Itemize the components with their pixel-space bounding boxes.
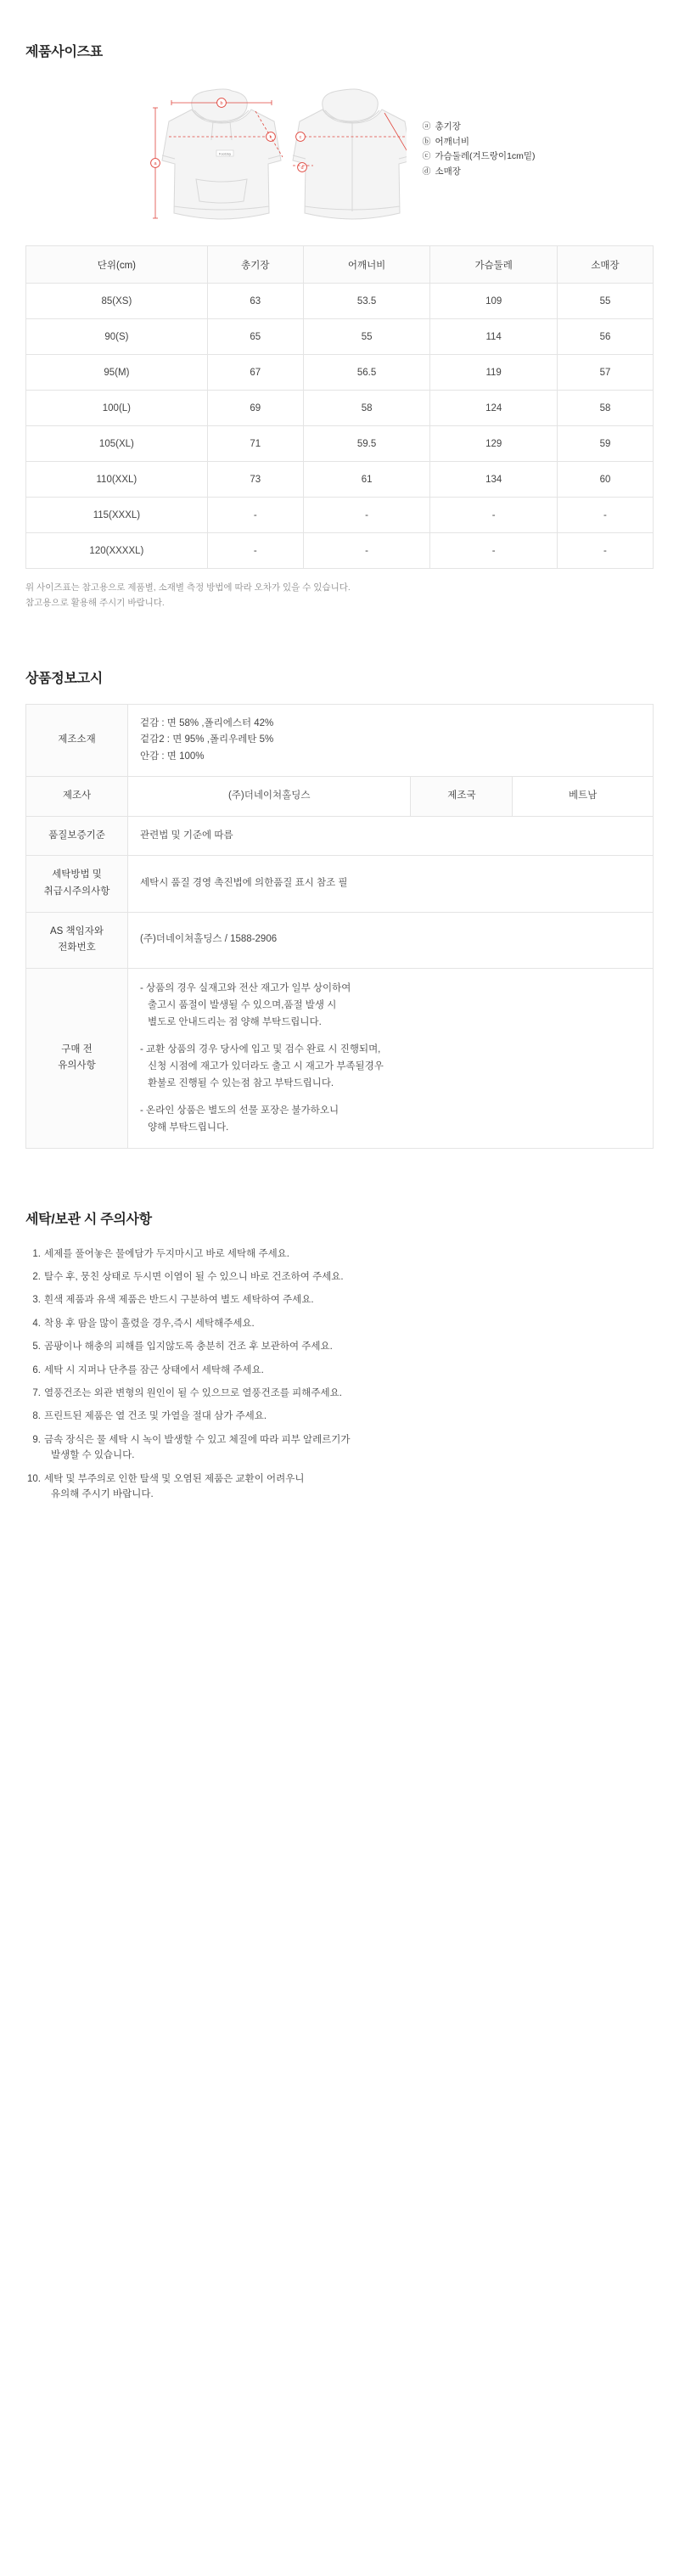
info-value-buy-notice	[128, 968, 654, 1148]
legend-label-0: 총기장	[435, 121, 461, 132]
info-label-country: 제조국	[411, 777, 513, 817]
table-row	[26, 856, 654, 912]
size-cell: 55	[303, 319, 430, 355]
table-row	[26, 462, 654, 498]
size-table-header-2: 어깨너비	[303, 246, 430, 284]
legend-mark-3: ⓓ	[422, 166, 431, 177]
size-cell: 65	[207, 319, 303, 355]
wash-item-text-0: 세제를 풀어놓은 물에담가 두지마시고 바로 세탁해 주세요.	[44, 1248, 289, 1259]
info-label-wash	[26, 856, 128, 912]
wash-item-text-8: 금속 장식은 물 세탁 시 녹이 발생할 수 있고 체질에 따라 피부 알레르기가	[44, 1434, 351, 1445]
size-note	[25, 581, 654, 611]
size-cell: 134	[430, 462, 558, 498]
size-table-header-row	[26, 246, 654, 284]
table-row	[26, 533, 654, 569]
wash-item-num-6: 7.	[32, 1387, 41, 1398]
size-cell: 110(XXL)	[26, 462, 208, 498]
size-cell: 114	[430, 319, 558, 355]
size-table	[25, 245, 654, 569]
wash-item-text-3: 착용 후 땀을 많이 흘렸을 경우,즉시 세탁해주세요.	[44, 1318, 255, 1329]
table-row	[26, 426, 654, 462]
wash-item-num-8: 9.	[32, 1434, 41, 1445]
wash-item-sub-8: 발생할 수 있습니다.	[51, 1450, 135, 1461]
size-cell: -	[430, 498, 558, 533]
list-item	[25, 1246, 654, 1262]
size-cell: 56	[557, 319, 653, 355]
wash-item-num-5: 6.	[32, 1364, 41, 1375]
size-cell: 58	[303, 391, 430, 426]
wash-item-text-1: 탈수 후, 뭉친 상태로 두시면 이염이 될 수 있으니 바로 건조하여 주세요.	[44, 1272, 344, 1282]
table-row	[26, 498, 654, 533]
size-cell: 58	[557, 391, 653, 426]
material-line-0: 겉감 : 면 58% ,폴리에스터 42%	[140, 717, 274, 728]
wash-item-text-6: 열풍건조는 외관 변형의 원인이 될 수 있으므로 열풍건조를 피해주세요.	[44, 1387, 342, 1398]
info-label-buy-line1: 구매 전	[61, 1043, 93, 1055]
list-item	[25, 1292, 654, 1308]
wash-item-num-2: 3.	[32, 1295, 41, 1306]
table-row	[26, 912, 654, 968]
info-label-material: 제조소재	[26, 704, 128, 777]
info-value-maker: (주)더네이쳐홀딩스	[128, 777, 411, 817]
legend-mark-2: ⓒ	[422, 152, 431, 161]
size-cell: 73	[207, 462, 303, 498]
wash-item-num-1: 2.	[32, 1272, 41, 1282]
buy-notice-1-head: - 교환 상품의 경우 당사에 입고 및 검수 완료 시 진행되며,	[140, 1043, 381, 1055]
buy-notice-1-sub-0: 신청 시점에 재고가 있더라도 출고 시 재고가 부족될경우	[148, 1061, 384, 1072]
size-cell: 85(XS)	[26, 284, 208, 319]
buy-notice-2-sub-0: 양해 부탁드립니다.	[148, 1122, 229, 1133]
wash-item-text-9: 세탁 및 부주의로 인한 탈색 및 오염된 제품은 교환이 어려우니	[44, 1473, 305, 1484]
size-cell: 119	[430, 355, 558, 391]
list-item	[25, 1471, 654, 1503]
table-row	[26, 319, 654, 355]
size-cell: 67	[207, 355, 303, 391]
info-value-quality: 관련법 및 기준에 따름	[128, 816, 654, 856]
info-label-wash-line1: 세탁방법 및	[52, 869, 102, 880]
size-cell: -	[430, 533, 558, 569]
wash-item-text-5: 세탁 시 지퍼나 단추를 잠근 상태에서 세탁해 주세요.	[44, 1364, 264, 1375]
size-table-header-1: 총기장	[207, 246, 303, 284]
size-cell: 71	[207, 426, 303, 462]
info-value-material	[128, 704, 654, 777]
hoodie-back-view	[293, 89, 407, 219]
size-cell: 63	[207, 284, 303, 319]
wash-item-num-3: 4.	[32, 1318, 41, 1329]
info-label-maker: 제조사	[26, 777, 128, 817]
table-row	[26, 777, 654, 817]
size-table-header-4: 소매장	[557, 246, 653, 284]
measurement-legend	[422, 120, 535, 179]
svg-text:d: d	[300, 166, 304, 171]
legend-label-1: 어깨너비	[435, 136, 470, 147]
size-cell: -	[303, 498, 430, 533]
info-label-as	[26, 912, 128, 968]
wash-item-text-2: 흰색 제품과 유색 제품은 반드시 구분하여 별도 세탁하여 주세요.	[44, 1295, 314, 1306]
size-cell: -	[207, 498, 303, 533]
buy-notice-0-sub-1: 별도로 안내드리는 점 양해 부탁드립니다.	[148, 1016, 322, 1027]
wash-item-sub-9: 유의해 주시기 바랍니다.	[51, 1488, 154, 1499]
info-label-buy-line2: 유의사항	[58, 1060, 96, 1071]
wash-item-num-4: 5.	[32, 1341, 41, 1353]
legend-label-3: 소매장	[435, 166, 461, 177]
wash-item-text-4: 곰팡이나 해충의 피해를 입지않도록 충분히 건조 후 보관하여 주세요.	[44, 1341, 333, 1353]
buy-notice-1-sub-1: 환불로 진행될 수 있는점 참고 부탁드립니다.	[148, 1078, 334, 1089]
list-item	[25, 1432, 654, 1464]
garment-illustration	[143, 84, 407, 228]
size-cell: -	[303, 533, 430, 569]
wash-item-num-0: 1.	[32, 1248, 41, 1259]
table-row	[26, 391, 654, 426]
info-label-as-line1: AS 책임자와	[50, 925, 104, 936]
size-cell: 60	[557, 462, 653, 498]
size-note-line1: 위 사이즈표는 참고용으로 제품별, 소재별 측정 방법에 따라 오차가 있을 수 있습니다.	[25, 582, 351, 593]
size-cell: 129	[430, 426, 558, 462]
size-table-header-3: 가슴둘레	[430, 246, 558, 284]
size-cell: 55	[557, 284, 653, 319]
table-row	[26, 968, 654, 1148]
washing-care-section	[0, 1149, 679, 1503]
size-cell: 105(XL)	[26, 426, 208, 462]
material-line-1: 겉감2 : 면 95% ,폴리우레탄 5%	[140, 734, 274, 745]
table-row	[26, 704, 654, 777]
washing-care-title: 세탁/보관 시 주의사항	[25, 1212, 152, 1227]
wash-item-num-7: 8.	[32, 1411, 41, 1422]
size-cell: -	[207, 533, 303, 569]
buy-notice-0-sub-0: 출고시 품절이 발생될 수 있으며,품절 발생 시	[148, 999, 337, 1010]
table-row	[26, 284, 654, 319]
size-cell: 59.5	[303, 426, 430, 462]
size-table-header-0: 단위(cm)	[26, 246, 208, 284]
legend-mark-1: ⓑ	[422, 137, 431, 147]
washing-care-list	[25, 1246, 654, 1503]
list-item	[25, 1339, 654, 1354]
info-label-quality: 품질보증기준	[26, 816, 128, 856]
size-chart-section	[0, 0, 679, 611]
table-row	[26, 816, 654, 856]
size-cell: 109	[430, 284, 558, 319]
buy-notice-0-head: - 상품의 경우 실재고와 전산 재고가 일부 상이하여	[140, 982, 351, 993]
size-cell: 53.5	[303, 284, 430, 319]
size-cell: 59	[557, 426, 653, 462]
wash-item-text-7: 프린트된 제품은 열 건조 및 가열을 절대 삼가 주세요.	[44, 1411, 267, 1422]
table-row	[26, 355, 654, 391]
legend-item-0	[422, 120, 535, 135]
buy-notice-0	[140, 980, 641, 1031]
list-item	[25, 1269, 654, 1285]
size-cell: 56.5	[303, 355, 430, 391]
material-line-2: 안감 : 면 100%	[140, 751, 205, 762]
legend-item-2	[422, 149, 535, 165]
size-cell: 57	[557, 355, 653, 391]
info-label-wash-line2: 취급시주의사항	[43, 886, 110, 897]
legend-mark-0: ⓐ	[422, 122, 431, 132]
svg-text:c: c	[300, 135, 302, 140]
hoodie-front-view	[151, 89, 283, 219]
list-item	[25, 1386, 654, 1401]
buy-notice-2-head: - 온라인 상품은 별도의 선물 포장은 불가하오니	[140, 1105, 340, 1116]
info-label-as-line2: 전화번호	[58, 942, 96, 953]
svg-text:a: a	[154, 161, 157, 166]
size-cell: 95(M)	[26, 355, 208, 391]
size-chart-title: 제품사이즈표	[25, 45, 103, 59]
info-value-as: (주)더네이쳐홀딩스 / 1588-2906	[128, 912, 654, 968]
info-value-country: 베트남	[513, 777, 654, 817]
product-info-section	[0, 611, 679, 1149]
list-item	[25, 1409, 654, 1424]
size-note-line2: 참고용으로 활용해 주시기 바랍니다.	[25, 597, 165, 608]
size-cell: 90(S)	[26, 319, 208, 355]
info-label-buy-notice	[26, 968, 128, 1148]
list-item	[25, 1316, 654, 1331]
list-item	[25, 1363, 654, 1378]
size-cell: 120(XXXXL)	[26, 533, 208, 569]
svg-text:FootJoy: FootJoy	[219, 151, 232, 156]
garment-diagram	[25, 84, 654, 228]
buy-notice-1	[140, 1041, 641, 1092]
product-info-table	[25, 704, 654, 1149]
size-cell: 100(L)	[26, 391, 208, 426]
size-cell: 115(XXXL)	[26, 498, 208, 533]
buy-notice-2	[140, 1102, 641, 1136]
size-cell: -	[557, 498, 653, 533]
buy-notice-list	[140, 980, 641, 1137]
hoodie-measurement-svg	[143, 84, 407, 228]
legend-item-3	[422, 165, 535, 180]
size-cell: 124	[430, 391, 558, 426]
svg-text:b: b	[220, 101, 223, 106]
wash-item-num-9: 10.	[27, 1473, 41, 1484]
product-info-title: 상품정보고시	[25, 671, 103, 686]
size-cell: 69	[207, 391, 303, 426]
size-cell: 61	[303, 462, 430, 498]
legend-label-2: 가슴둘레(겨드랑이1cm밑)	[435, 151, 536, 161]
size-cell: -	[557, 533, 653, 569]
svg-text:c: c	[270, 135, 272, 140]
info-value-wash: 세탁시 품질 경영 촉진법에 의한품질 표시 참조 필	[128, 856, 654, 912]
legend-item-1	[422, 135, 535, 150]
